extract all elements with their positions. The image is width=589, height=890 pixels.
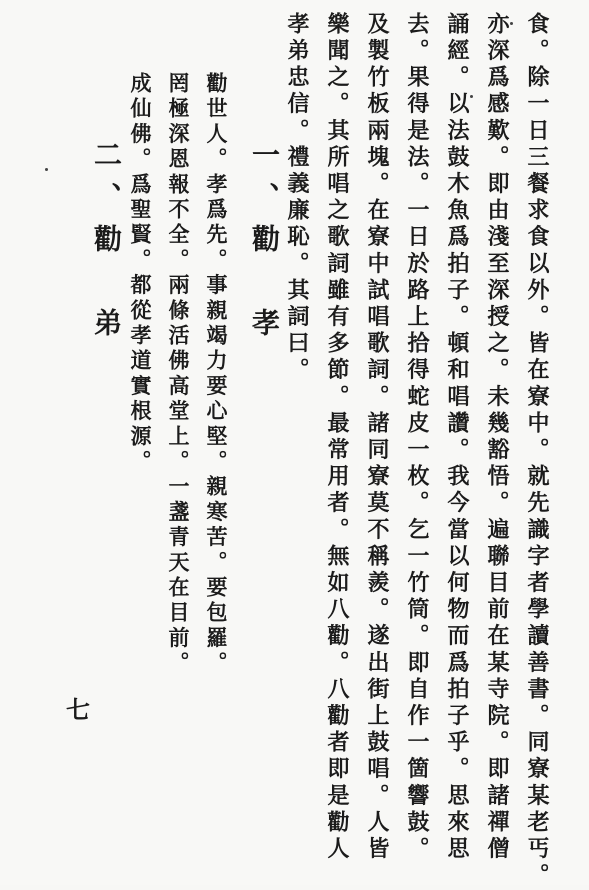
ink-speck <box>470 95 473 98</box>
text-column-5: 及製竹板兩塊。在寮中試唱歌詞。諸同寮莫不稱羨。遂出街上鼓唱。人皆 <box>364 12 390 864</box>
ink-speck <box>45 168 48 171</box>
section-heading-brotherhood: 二、勸 弟 <box>90 140 123 350</box>
text-column-2: 亦深爲感歎。即由淺至深授之。未幾豁悟。遍聯目前在某寺院。即諸禪僧 <box>484 12 510 864</box>
text-column-1: 食。除一日三餐求食以外。皆在寮中。就先識字者學讀善書。同寮某老丐。 <box>524 12 550 890</box>
ink-speck <box>510 22 513 25</box>
text-column-7: 孝弟忠信。禮義廉恥。其詞曰。 <box>284 12 310 385</box>
text-column-4: 去。果得是法。一日於路上拾得蛇皮一枚。乞一竹筒。即自作一箇響鼓。 <box>404 12 430 864</box>
section-heading-filial-piety: 一、勸 孝 <box>248 140 281 350</box>
verse-column-1: 勸世人。孝爲先。事親竭力要心堅。親寒苦。要包羅。 <box>204 72 229 677</box>
text-column-6: 樂聞之。其所唱之歌詞雖有多節。最常用者。無如八勸。八勸者即是勸人 <box>324 12 350 864</box>
verse-column-3: 成仙佛。爲聖賢。都從孝道實根源。 <box>128 72 153 476</box>
page-number: 七 <box>66 695 90 724</box>
text-column-3: 誦經。以法鼓木魚爲拍子。頓和唱讚。我今當以何物而爲拍子乎。思來思 <box>444 12 470 864</box>
verse-column-2: 罔極深恩報不全。兩條活佛高堂上。一盞青天在目前。 <box>166 72 191 677</box>
